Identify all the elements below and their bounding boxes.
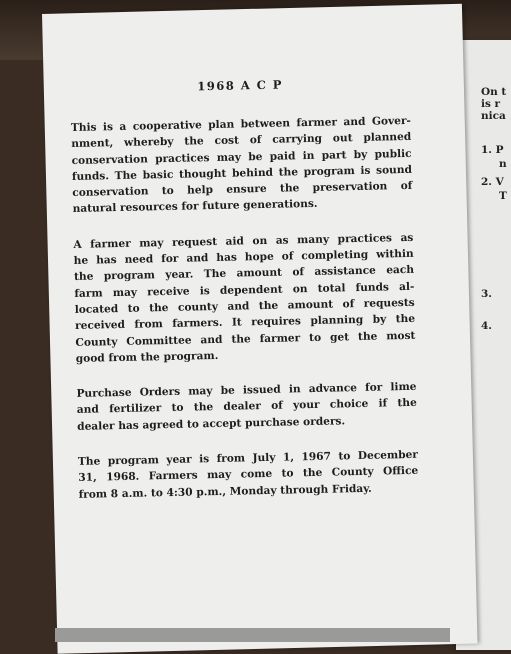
text-line: County Committee and the farmer to get the most [75, 329, 416, 349]
text-line: funds. The basic thought behind the program is sound [71, 163, 413, 183]
list-item: 1. P [481, 144, 504, 156]
text-line: he has need for and has hope of completing within [73, 247, 414, 268]
paragraph-intro [71, 113, 413, 218]
text-line: natural resources for future generations. [72, 198, 318, 216]
right-page-text [481, 86, 511, 346]
text-line: received from farmers. It requires planning by the [74, 313, 416, 333]
text-line: The program year is from July 1, 1967 to December [77, 448, 419, 468]
text-line: On t [481, 86, 507, 98]
text-line: Purchase Orders may be issued in advance for lime [76, 380, 417, 401]
text-line: This is a cooperative plan between farmer and Gover- [70, 114, 412, 134]
left-page-text [70, 75, 419, 522]
text-line: T [499, 190, 507, 202]
paragraph-program-year [78, 447, 419, 503]
text-line: dealer has agreed to accept purchase orders. [77, 415, 346, 433]
list-item: 3. [481, 288, 492, 300]
text-line: farm may receive is dependent on total funds al- [74, 280, 415, 300]
paragraph-purchase-orders [76, 379, 417, 435]
text-line: A farmer may request aid on as many practices as [73, 231, 414, 251]
text-line: the program year. The amount of assistance each [73, 264, 415, 284]
text-line: nment, whereby the cost of carrying out planned [71, 131, 412, 151]
text-line: from 8 a.m. to 4:30 p.m., Monday through Friday. [78, 482, 372, 501]
text-line: conservation to help ensure the preservation of [72, 180, 413, 200]
text-line: is r [481, 98, 501, 110]
text-line: located to the county and the amount of requests [74, 296, 415, 316]
list-item: 4. [481, 320, 492, 332]
list-item: 2. V [481, 176, 504, 188]
text-line: 31, 1968. Farmers may come to the County Office [78, 465, 419, 485]
paragraph-requests [73, 230, 416, 367]
text-line: conservation practices may be paid in part by public [71, 147, 412, 167]
text-line: good from the program. [75, 349, 219, 365]
text-line: and fertilizer to the dealer of your choice if the [76, 397, 417, 417]
text-line: n [499, 158, 507, 170]
page-title: 1968 A C P [197, 77, 284, 94]
text-line: nica [481, 110, 506, 122]
